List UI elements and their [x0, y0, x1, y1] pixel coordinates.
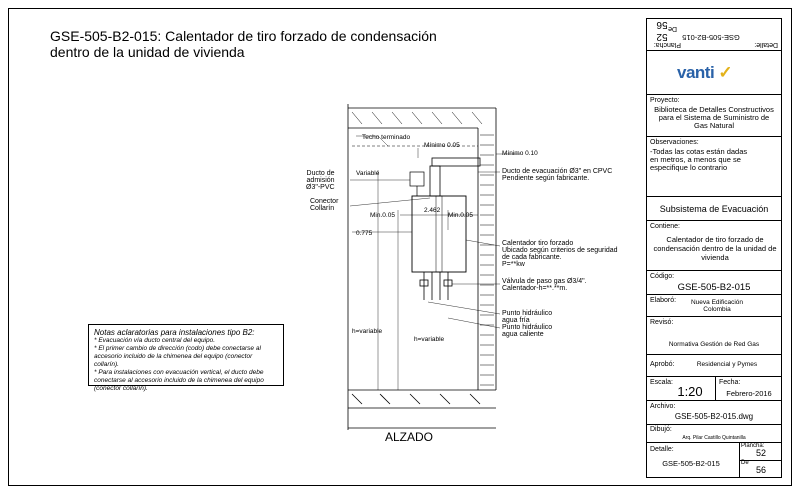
annotation-conector: Conector Collarín	[310, 198, 339, 212]
annotation-min-005-a: Min.0.05	[370, 212, 395, 219]
notes-line: accesorio incluido de la chimenea del equipo (conector collarín).	[94, 353, 253, 368]
tb-escala-value: 1:20	[677, 384, 703, 399]
annotation-0775: 0.775	[356, 230, 373, 237]
notes-box	[88, 324, 284, 392]
tb-subsistema	[647, 197, 781, 221]
tb-archivo-value: GSE-505-B2-015.dwg	[674, 412, 754, 421]
tb-de-label: De	[741, 460, 749, 466]
tb-observaciones-label: Observaciones:	[650, 139, 699, 146]
annotation-minimo-005: Mínimo 0.05	[424, 142, 460, 149]
notes-line: (conector collarín).	[94, 385, 148, 392]
tb-escala-divider	[715, 377, 716, 400]
heater-pipes	[420, 272, 452, 300]
tb-aprobo	[647, 355, 781, 377]
annotation-calentador: Calentador tiro forzado Ubicado según criterios de seguridad de cada fabricante. P=**kw	[502, 240, 618, 268]
annotation-valvula: Válvula de paso gas Ø3/4". Calentador-h=**.**m.	[502, 278, 587, 292]
tb-detalle-value: GSE-505-B2-015	[662, 459, 720, 468]
ceiling-slab	[348, 104, 496, 430]
tb-logo-row	[647, 51, 781, 95]
tb-fecha-label: Fecha:	[719, 379, 741, 386]
tb-subsistema-value: Subsistema de Evacuación	[659, 204, 769, 214]
annotation-agua-caliente: Punto hidráulico agua caliente	[502, 324, 553, 338]
notes-title: Notas aclaratorias para instalaciones tipo B2:	[94, 328, 255, 337]
annotation-ducto-evacuacion: Ducto de evacuación Ø3" en CPVC Pendiente según fabricante.	[502, 168, 613, 182]
annotation-h-variable-2: h=variable	[414, 336, 445, 343]
tb-proyecto	[647, 95, 781, 137]
notes-line: * Para instalaciones con evacuación vertical, el ducto debe	[94, 369, 264, 376]
vanti-check-icon: ✓	[718, 63, 733, 82]
tb-reviso-value: Normativa Gestión de Red Gas	[668, 341, 760, 348]
tb-fecha-value: Febrero-2016	[726, 389, 772, 398]
tb-top-row	[647, 19, 781, 51]
tb-top-code: GSE-505-B2-015	[682, 33, 740, 42]
tb-top-detalle-label: Detalle:	[754, 41, 778, 48]
annotation-min-005-b: Min.0.05	[448, 212, 473, 219]
tb-top-plancha-label: Plancha:	[653, 41, 681, 48]
tb-escala-fecha	[647, 377, 781, 401]
floor-slab	[348, 390, 496, 428]
annotation-h-variable-1: h=variable	[352, 328, 383, 335]
tb-observaciones-value: -Todas las cotas están dadas en metros, a menos que se especifique lo contrario	[650, 147, 748, 172]
wall-hatch	[352, 112, 494, 385]
annotation-agua-fria: Punto hidráulico agua fría	[502, 310, 553, 324]
notes-line: conectarse al accesorio incluido de la chimenea del equipo	[94, 377, 264, 384]
tb-codigo-value: GSE-505-B2-015	[677, 282, 751, 293]
tb-reviso-label: Revisó:	[650, 319, 674, 326]
tb-top-mirrored	[647, 19, 781, 50]
tb-top-plancha: 52	[656, 31, 668, 42]
tb-dibujo-label: Dibujó:	[650, 426, 672, 433]
annotation-minimo-010: Mínimo 0.10	[502, 150, 538, 157]
tb-archivo	[647, 401, 781, 425]
tb-archivo-label: Archivo:	[650, 403, 676, 410]
annotation-variable: Variable	[356, 170, 380, 177]
annotation-ducto-admision: Ducto de admisión Ø3"-PVC	[306, 170, 335, 191]
tb-aprobo-label: Aprobó:	[650, 361, 675, 368]
tb-observaciones	[647, 137, 781, 197]
notes-line: * Evacuación vía ducto central del equipo.	[94, 337, 216, 344]
tb-codigo	[647, 271, 781, 295]
drawing-title: GSE-505-B2-015: Calentador de tiro forzado de condensación dentro de la unidad de vivienda	[50, 28, 437, 60]
notes-line: * El primer cambio de dirección (codo) debe conectarse al	[94, 345, 261, 352]
tb-proyecto-value: Biblioteca de Detalles Constructivos para el Sistema de Suministro de Gas Natural	[654, 105, 774, 130]
tb-detalle-label: Detalle:	[650, 446, 674, 453]
tb-top-de-label: De	[668, 25, 677, 32]
tb-elaboro	[647, 295, 781, 317]
tb-reviso	[647, 317, 781, 355]
tb-top-de: 56	[656, 19, 668, 30]
tb-escala-label: Escala:	[650, 379, 673, 386]
annotation-2462: 2.462	[424, 207, 441, 214]
vanti-logo-text: vanti	[677, 63, 715, 82]
title-block	[646, 18, 782, 478]
annotation-techo: Techo terminado	[362, 134, 411, 141]
vanti-logo	[677, 63, 732, 83]
tb-contiene-label: Contiene:	[650, 223, 680, 230]
tb-elaboro-label: Elaboró:	[650, 297, 677, 304]
evacuation-duct	[430, 158, 480, 196]
tb-de-value: 56	[755, 465, 766, 475]
tb-dibujo-value: Arq. Pilar Castillo Quintanilla	[682, 435, 746, 441]
intake-duct	[410, 172, 424, 196]
tb-elaboro-value: Nueva Edificación Colombia	[690, 299, 744, 313]
tb-detalle	[647, 443, 781, 477]
tb-codigo-label: Código:	[650, 273, 675, 280]
tb-dibujo	[647, 425, 781, 443]
tb-contiene	[647, 221, 781, 271]
tb-plancha-label: Plancha:	[741, 443, 765, 449]
view-label: ALZADO	[385, 430, 434, 444]
tb-proyecto-label: Proyecto:	[650, 97, 680, 104]
tb-aprobo-value: Residencial y Pymes	[696, 361, 758, 368]
tb-plancha-value: 52	[755, 448, 766, 458]
tb-contiene-value: Calentador de tiro forzado de condensación dentro de la unidad de vivienda	[653, 235, 777, 262]
